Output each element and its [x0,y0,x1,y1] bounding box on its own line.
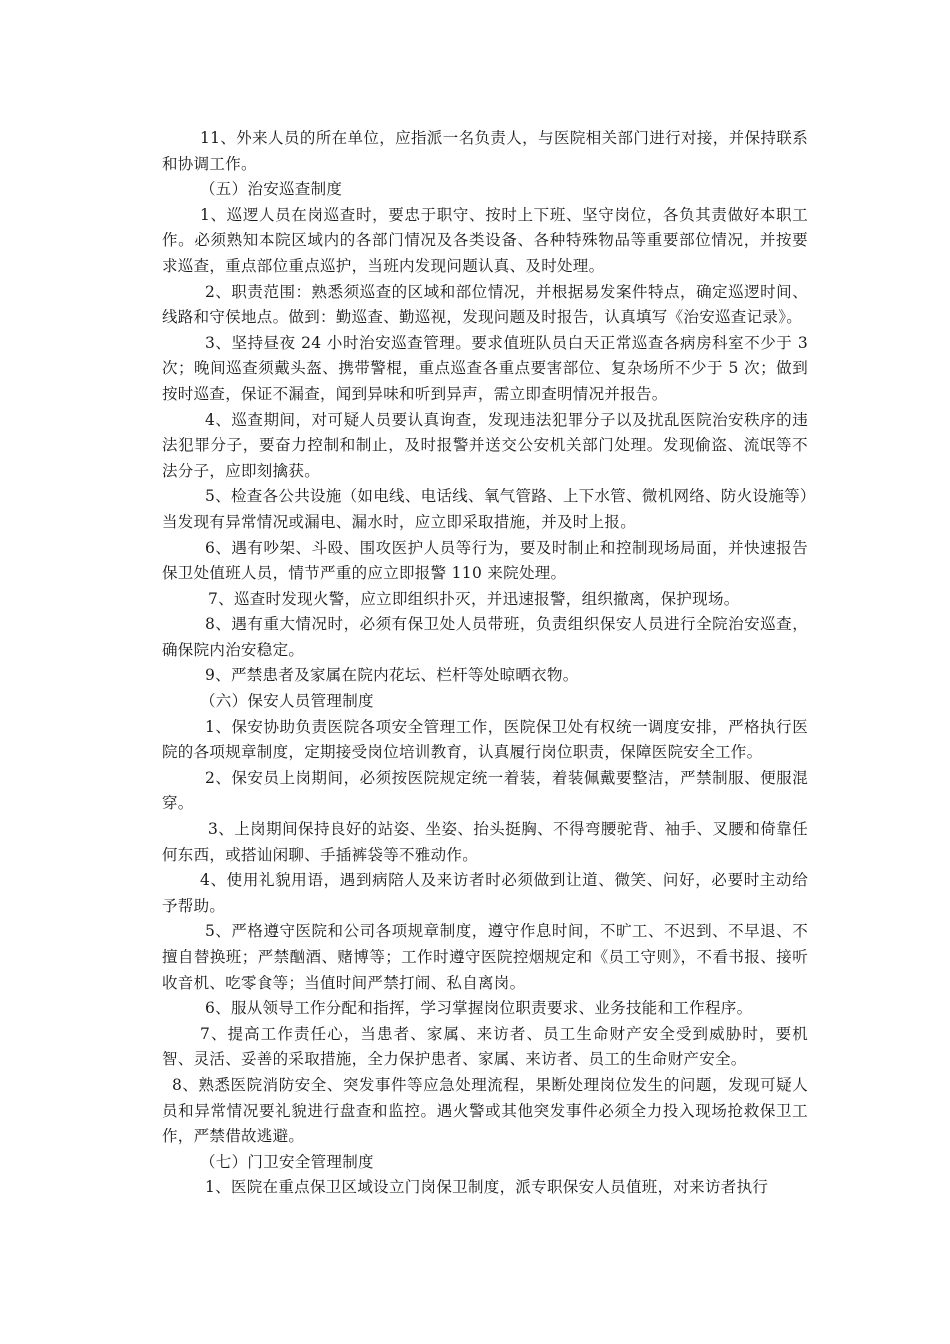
paragraph-item-1: 1、保安协助负责医院各项安全管理工作，医院保卫处有权统一调度安排，严格执行医院的各项规章制度，定期接受岗位培训教育，认真履行岗位职责，保障医院安全工作。 [162,717,808,762]
paragraph-item-2: 2、职责范围：熟悉须巡查的区域和部位情况，并根据易发案件特点，确定巡逻时间、线路和守侯地点。做到：勤巡查、勤巡视，发现问题及时报告，认真填写《治安巡查记录》。 [162,282,808,327]
paragraph-item-6: 6、遇有吵架、斗殴、围攻医护人员等行为，要及时制止和控制现场局面，并快速报告保卫处值班人员，情节严重的应立即报警 110 来院处理。 [162,538,808,583]
paragraph-item-4: 4、巡查期间，对可疑人员要认真询查，发现违法犯罪分子以及扰乱医院治安秩序的违法犯罪分子，要奋力控制和制止，及时报警并送交公安机关部门处理。发现偷盗、流氓等不法分子，应即刻擒获。 [162,410,808,480]
paragraph-item-3: 3、坚持昼夜 24 小时治安巡查管理。要求值班队员白天正常巡查各病房科室不少于 3 次；晚间巡查须戴头盔、携带警棍，重点巡查各重点要害部位、复杂场所不少于 5 次；做到按时巡查，保证不漏查，闻到异味和听到异声，需立即查明情况并报告。 [162,333,808,403]
paragraph-item-11: 11、外来人员的所在单位，应指派一名负责人，与医院相关部门进行对接，并保持联系和协调工作。 [162,129,808,173]
paragraph-item-5: 5、严格遵守医院和公司各项规章制度，遵守作息时间，不旷工、不迟到、不早退、不擅自替换班；严禁酗酒、赌博等；工作时遵守医院控烟规定和《员工守则》，不看书报、接听收音机、吃零食等；当值时间严禁打闹、私自离岗。 [162,922,808,992]
paragraph-item-1: 1、医院在重点保卫区域设立门岗保卫制度，派专职保安人员值班，对来访者执行 [205,1178,769,1197]
paragraph-item-1: 1、巡逻人员在岗巡查时，要忠于职守、按时上下班、坚守岗位，各负其责做好本职工作。必须熟知本院区域内的各部门情况及各类设备、各种特殊物品等重要部位情况，并按要求巡查，重点部位重点巡护，当班内发现问题认真、及时处理。 [162,205,808,275]
paragraph-item-4: 4、使用礼貌用语，遇到病陪人及来访者时必须做到让道、微笑、问好，必要时主动给予帮助。 [162,871,808,915]
document-body [162,126,808,1201]
paragraph-item-7: 7、巡查时发现火警，应立即组织扑灭，并迅速报警，组织撤离，保护现场。 [208,589,740,608]
paragraph-item-2: 2、保安员上岗期间，必须按医院规定统一着装，着装佩戴要整洁，严禁制服、便服混穿。 [162,768,808,813]
section-heading-6: （六）保安人员管理制度 [200,692,374,711]
paragraph-item-3: 3、上岗期间保持良好的站姿、坐姿、抬头挺胸、不得弯腰驼背、袖手、叉腰和倚靠任何东西，或搭讪闲聊、手插裤袋等不雅动作。 [162,820,808,864]
paragraph-item-8: 8、遇有重大情况时，必须有保卫处人员带班，负责组织保安人员进行全院治安巡查，确保院内治安稳定。 [162,615,808,659]
paragraph-item-7: 7、提高工作责任心，当患者、家属、来访者、员工生命财产安全受到威胁时，要机智、灵活、妥善的采取措施，全力保护患者、家属、来访者、员工的生命财产安全。 [162,1024,808,1069]
paragraph-item-9: 9、严禁患者及家属在院内花坛、栏杆等处晾晒衣物。 [205,666,579,685]
paragraph-item-6: 6、服从领导工作分配和指挥，学习掌握岗位职责要求、业务技能和工作程序。 [205,999,753,1018]
paragraph-item-8: 8、熟悉医院消防安全、突发事件等应急处理流程，果断处理岗位发生的问题，发现可疑人员和异常情况要礼貌进行盘查和监控。遇火警或其他突发事件必须全力投入现场抢救保卫工作，严禁借故逃避。 [162,1075,808,1146]
section-heading-5: （五）治安巡查制度 [200,180,343,199]
section-heading-7: （七）门卫安全管理制度 [200,1152,374,1171]
paragraph-item-5: 5、检查各公共设施（如电线、电话线、氧气管路、上下水管、微机网络、防火设施等）当发现有异常情况或漏电、漏水时，应立即采取措施，并及时上报。 [162,487,808,531]
